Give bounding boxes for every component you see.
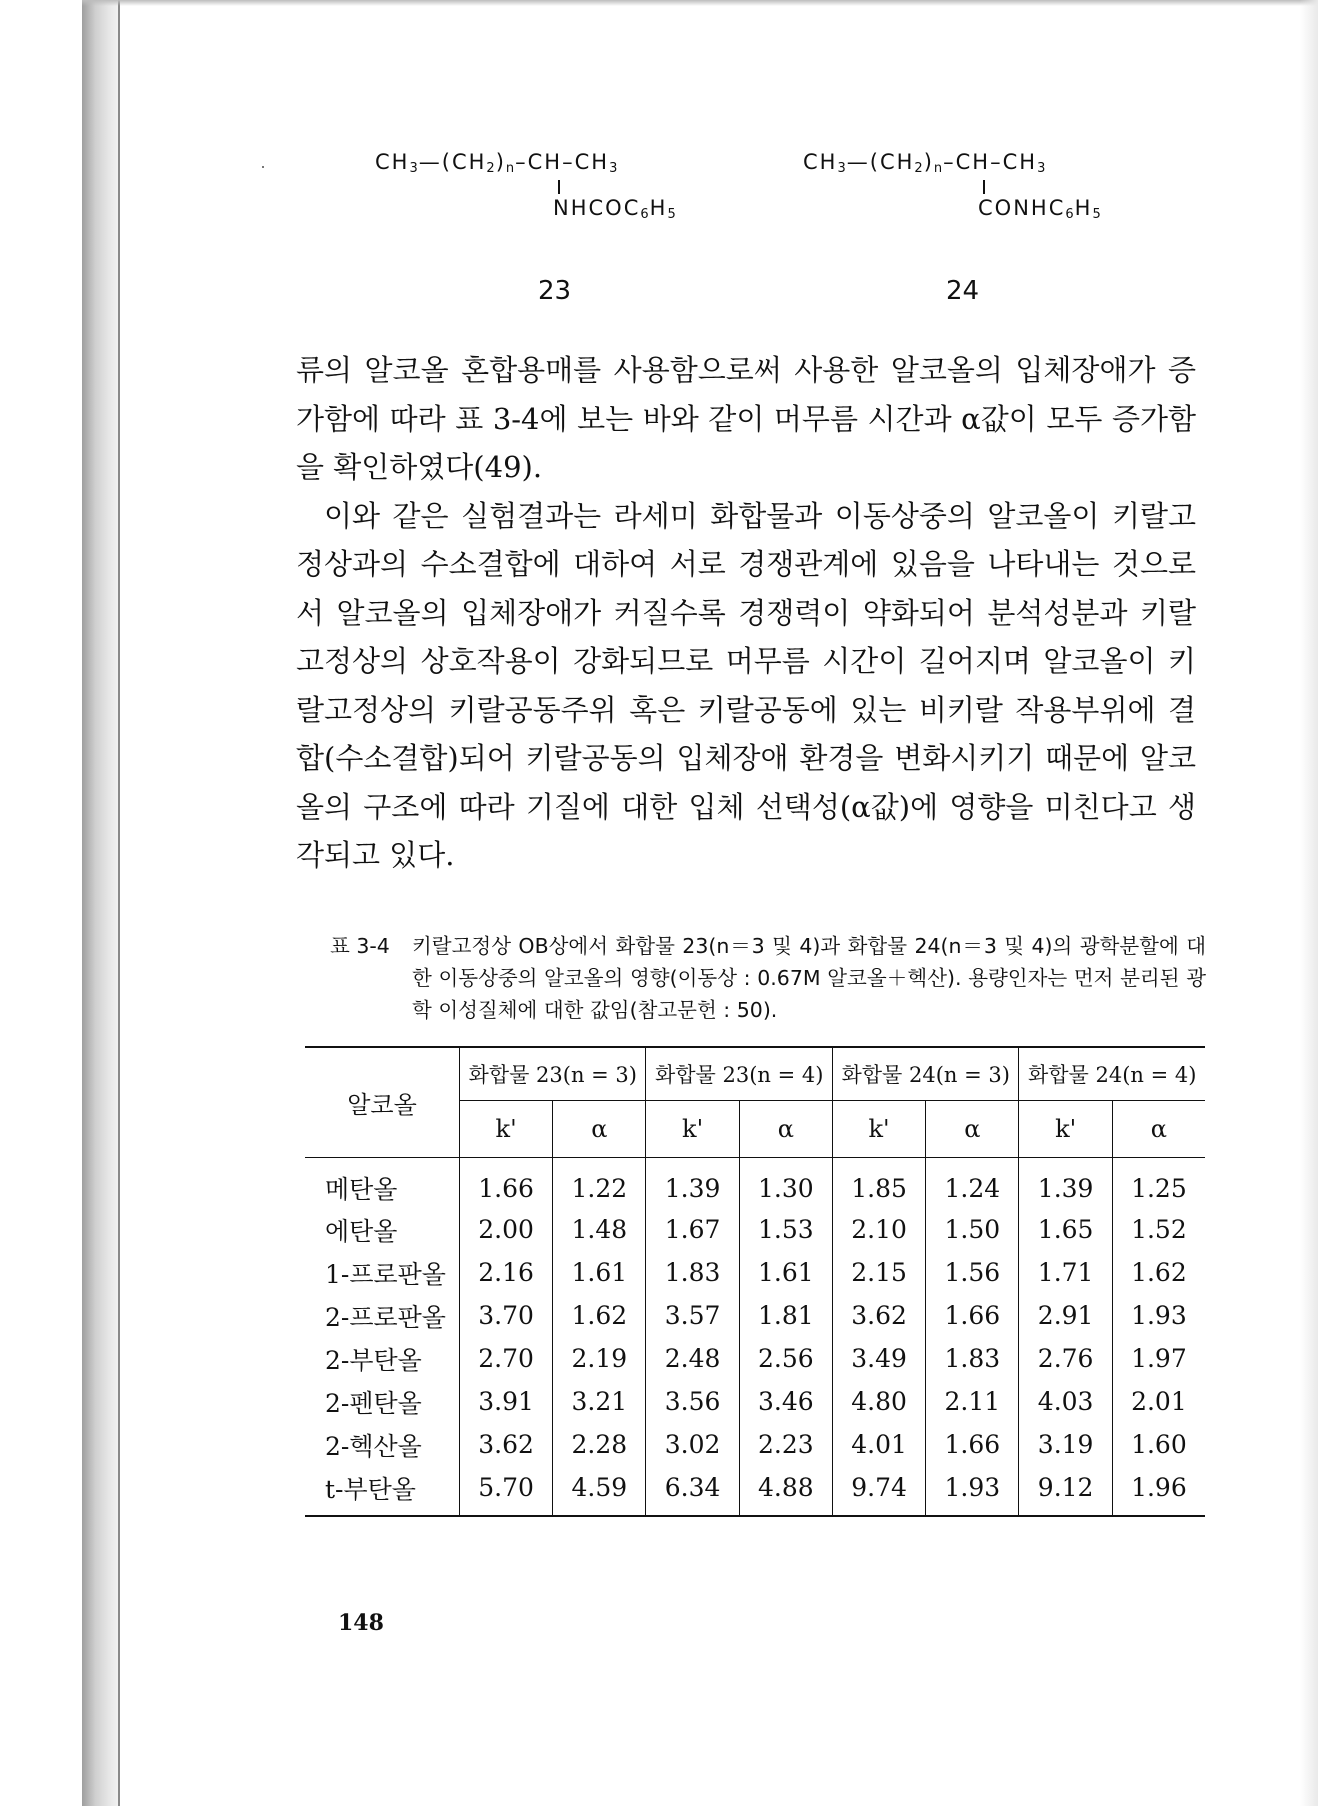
compound-number-24: 24 xyxy=(946,276,980,306)
value-cell: 1.48 xyxy=(553,1208,646,1251)
page-right-shadow xyxy=(1300,0,1318,1806)
subheader-k: k' xyxy=(832,1101,925,1158)
paragraph-1: 류의 알코올 혼합용매를 사용함으로써 사용한 알코올의 입체장애가 증가함에 따라 표 3-4에 보는 바와 같이 머무름 시간과 α값이 모두 증가함을 확인하였다(49). xyxy=(296,353,1196,484)
subheader-k: k' xyxy=(646,1101,739,1158)
body-text xyxy=(296,346,1196,880)
table-row xyxy=(305,1251,1205,1294)
group-header: 화합물 23(n = 4) xyxy=(646,1047,832,1101)
row-header-alcohol: 알코올 xyxy=(305,1047,460,1158)
value-cell: 1.39 xyxy=(1019,1158,1112,1209)
value-cell: 3.46 xyxy=(739,1380,832,1423)
value-cell: 2.00 xyxy=(460,1208,553,1251)
value-cell: 1.66 xyxy=(926,1423,1019,1466)
alcohol-name-cell: 에탄올 xyxy=(325,1216,398,1246)
value-cell: 2.16 xyxy=(460,1251,553,1294)
value-cell: 1.66 xyxy=(926,1294,1019,1337)
book-spine-edge xyxy=(82,0,120,1806)
paragraph-2: 이와 같은 실험결과는 라세미 화합물과 이동상중의 알코올이 키랄고정상과의 수소결합에 대하여 서로 경쟁관계에 있음을 나타내는 것으로서 알코올의 입체장애가 커질수록 경쟁력이 약화되어 분석성분과 키랄고정상의 상호작용이 강화되므로 머무름 시간이 길어지며 알코올이 키랄고정상의 키랄공동주위 혹은 키랄공동에 있는 비키랄 작용부위에 결합(수소결합)되어 키랄공동의 입체장애 환경을 변화시키기 때문에 알코올의 구조에 따라 기질에 대한 입체 선택성(α값)에 영향을 미친다고 생각되고 있다. xyxy=(296,498,1196,872)
value-cell: 9.74 xyxy=(832,1466,925,1516)
value-cell: 4.80 xyxy=(832,1380,925,1423)
table-row xyxy=(305,1466,1205,1516)
value-cell: 1.83 xyxy=(926,1337,1019,1380)
value-cell: 1.93 xyxy=(926,1466,1019,1516)
page-top-shadow xyxy=(82,0,1318,6)
value-cell: 1.25 xyxy=(1112,1158,1205,1209)
value-cell: 3.19 xyxy=(1019,1423,1112,1466)
value-cell: 2.48 xyxy=(646,1337,739,1380)
table-row xyxy=(305,1294,1205,1337)
value-cell: 1.71 xyxy=(1019,1251,1112,1294)
value-cell: 2.70 xyxy=(460,1337,553,1380)
structure-bond xyxy=(558,180,560,194)
value-cell: 1.85 xyxy=(832,1158,925,1209)
value-cell: 3.57 xyxy=(646,1294,739,1337)
chemical-structure-23 xyxy=(375,150,677,222)
value-cell: 1.50 xyxy=(926,1208,1019,1251)
structure-bond xyxy=(983,180,985,194)
value-cell: 3.62 xyxy=(460,1423,553,1466)
value-cell: 3.70 xyxy=(460,1294,553,1337)
value-cell: 3.02 xyxy=(646,1423,739,1466)
subheader-alpha: α xyxy=(926,1101,1019,1158)
alcohol-name-cell: 2-헥산올 xyxy=(325,1431,422,1461)
value-cell: 3.91 xyxy=(460,1380,553,1423)
value-cell: 1.83 xyxy=(646,1251,739,1294)
subheader-k: k' xyxy=(460,1101,553,1158)
subheader-alpha: α xyxy=(553,1101,646,1158)
value-cell: 1.22 xyxy=(553,1158,646,1209)
page-number: 148 xyxy=(338,1610,384,1636)
value-cell: 1.61 xyxy=(553,1251,646,1294)
value-cell: 9.12 xyxy=(1019,1466,1112,1516)
alcohol-name-cell: 메탄올 xyxy=(325,1175,398,1204)
group-header: 화합물 24(n = 3) xyxy=(832,1047,1018,1101)
value-cell: 2.15 xyxy=(832,1251,925,1294)
value-cell: 1.67 xyxy=(646,1208,739,1251)
alcohol-name-cell: 2-부탄올 xyxy=(325,1345,422,1375)
book-page xyxy=(120,0,1318,1806)
value-cell: 1.62 xyxy=(553,1294,646,1337)
structure-substituent: $CONHC_6H_5$ xyxy=(978,196,1102,222)
value-cell: 4.03 xyxy=(1019,1380,1112,1423)
structure-main-chain: $CH_3—(CH_2)_n-CH-CH_3$ xyxy=(803,150,1047,176)
group-header: 화합물 24(n = 4) xyxy=(1019,1047,1205,1101)
value-cell: 4.59 xyxy=(553,1466,646,1516)
value-cell: 1.97 xyxy=(1112,1337,1205,1380)
value-cell: 1.93 xyxy=(1112,1294,1205,1337)
alcohol-name-cell: 2-프로판올 xyxy=(325,1302,446,1332)
group-header: 화합물 23(n = 3) xyxy=(460,1047,646,1101)
table-caption-text: 키랄고정상 OB상에서 화합물 23(n＝3 및 4)과 화합물 24(n＝3 및 4)의 광학분할에 대한 이동상중의 알코올의 영향(이동상 : 0.67M 알코올＋헥산). 용량인자는 먼저 분리된 광학 이성질체에 대한 값임(참고문헌 : 50). xyxy=(412,934,1206,1022)
value-cell: 1.30 xyxy=(739,1158,832,1209)
value-cell: 3.21 xyxy=(553,1380,646,1423)
value-cell: 3.49 xyxy=(832,1337,925,1380)
value-cell: 2.10 xyxy=(832,1208,925,1251)
subheader-alpha: α xyxy=(739,1101,832,1158)
value-cell: 2.11 xyxy=(926,1380,1019,1423)
value-cell: 1.81 xyxy=(739,1294,832,1337)
value-cell: 5.70 xyxy=(460,1466,553,1516)
table-caption xyxy=(330,930,1206,1026)
value-cell: 1.39 xyxy=(646,1158,739,1209)
value-cell: 2.28 xyxy=(553,1423,646,1466)
value-cell: 6.34 xyxy=(646,1466,739,1516)
value-cell: 4.88 xyxy=(739,1466,832,1516)
value-cell: 3.56 xyxy=(646,1380,739,1423)
value-cell: 2.23 xyxy=(739,1423,832,1466)
chemical-structure-24 xyxy=(803,150,1102,222)
scan-speck xyxy=(262,166,264,168)
value-cell: 1.66 xyxy=(460,1158,553,1209)
value-cell: 1.60 xyxy=(1112,1423,1205,1466)
value-cell: 1.61 xyxy=(739,1251,832,1294)
table-row xyxy=(305,1337,1205,1380)
data-table xyxy=(305,1046,1205,1517)
alcohol-name-cell: 2-펜탄올 xyxy=(325,1388,422,1418)
value-cell: 3.62 xyxy=(832,1294,925,1337)
compound-number-23: 23 xyxy=(538,276,572,306)
value-cell: 1.62 xyxy=(1112,1251,1205,1294)
alcohol-name-cell: t-부탄올 xyxy=(305,1466,460,1516)
value-cell: 2.76 xyxy=(1019,1337,1112,1380)
value-cell: 1.65 xyxy=(1019,1208,1112,1251)
value-cell: 2.56 xyxy=(739,1337,832,1380)
table-row xyxy=(305,1380,1205,1423)
value-cell: 4.01 xyxy=(832,1423,925,1466)
table-row xyxy=(305,1208,1205,1251)
structure-substituent: $NHCOC_6H_5$ xyxy=(553,196,677,222)
table-caption-label: 표 3-4 xyxy=(330,934,390,958)
structure-main-chain: $CH_3—(CH_2)_n-CH-CH_3$ xyxy=(375,150,619,176)
value-cell: 2.19 xyxy=(553,1337,646,1380)
value-cell: 1.24 xyxy=(926,1158,1019,1209)
table-body xyxy=(305,1158,1205,1517)
alcohol-name-cell: 1-프로판올 xyxy=(325,1259,446,1289)
subheader-k: k' xyxy=(1019,1101,1112,1158)
subheader-alpha: α xyxy=(1112,1101,1205,1158)
value-cell: 2.91 xyxy=(1019,1294,1112,1337)
value-cell: 1.52 xyxy=(1112,1208,1205,1251)
value-cell: 2.01 xyxy=(1112,1380,1205,1423)
value-cell: 1.53 xyxy=(739,1208,832,1251)
table-row xyxy=(305,1423,1205,1466)
table-row xyxy=(305,1158,1205,1209)
value-cell: 1.96 xyxy=(1112,1466,1205,1516)
value-cell: 1.56 xyxy=(926,1251,1019,1294)
